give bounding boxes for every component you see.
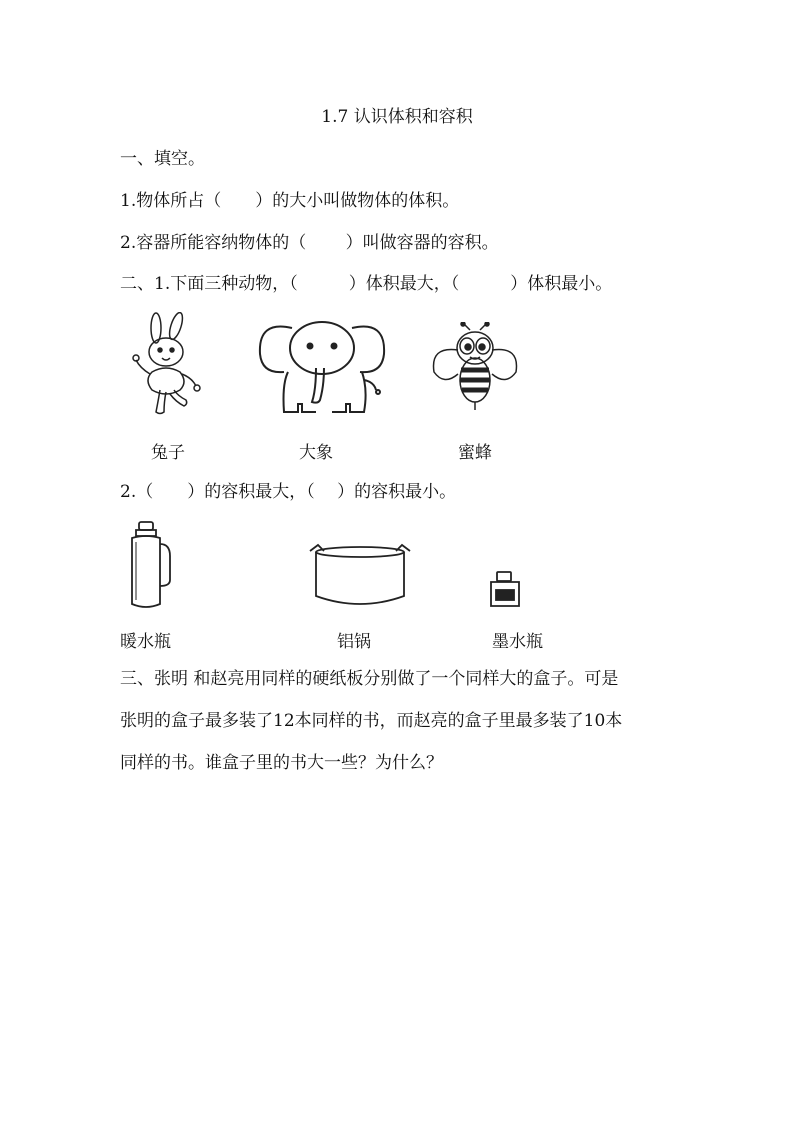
pot-image xyxy=(308,543,412,609)
ink-bottle-image xyxy=(487,570,523,608)
bee-image xyxy=(432,322,518,412)
word-problem-line-2: 张明的盒子最多装了12本同样的书，而赵亮的盒子里最多装了10本 xyxy=(120,711,623,731)
animal-label-elephant: 大象 xyxy=(299,443,333,463)
page-title: 1.7 认识体积和容积 xyxy=(321,107,473,127)
word-problem-line-1: 三、张明 和赵亮用同样的硬纸板分别做了一个同样大的盒子。可是 xyxy=(120,669,619,689)
word-problem-line-3: 同样的书。谁盒子里的书大一些？为什么？ xyxy=(120,753,443,773)
rabbit-image xyxy=(128,312,204,418)
animal-question: 二、1.下面三种动物，（ ）体积最大，（ ）体积最小。 xyxy=(120,274,613,294)
thermos-image xyxy=(126,520,172,610)
container-label-thermos: 暖水瓶 xyxy=(120,632,171,652)
animal-label-rabbit: 兔子 xyxy=(151,443,185,463)
container-label-pot: 铝锅 xyxy=(337,632,371,652)
elephant-image xyxy=(258,318,386,418)
animal-label-bee: 蜜蜂 xyxy=(458,443,492,463)
section1-heading: 一、填空。 xyxy=(120,149,205,169)
fill-question-1: 1.物体所占（ ）的大小叫做物体的体积。 xyxy=(120,191,460,211)
container-question: 2.（ ）的容积最大，（ ）的容积最小。 xyxy=(120,482,457,502)
fill-question-2: 2.容器所能容纳物体的（ ）叫做容器的容积。 xyxy=(120,233,499,253)
container-label-ink-bottle: 墨水瓶 xyxy=(492,632,543,652)
